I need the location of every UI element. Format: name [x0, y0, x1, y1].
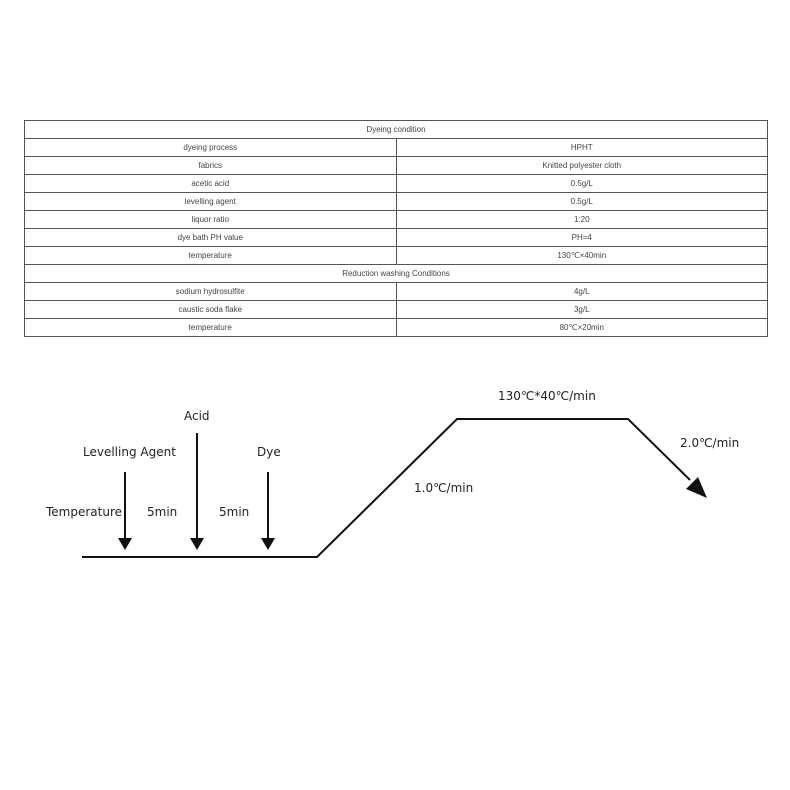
- table-row: [25, 175, 768, 193]
- cooling-rate-label: 2.0℃/min: [680, 436, 740, 450]
- table-row: [25, 319, 768, 337]
- table-row: [25, 139, 768, 157]
- dyeing-condition-header: Dyeing condition: [25, 121, 768, 139]
- acid-label: Acid: [184, 409, 210, 423]
- temperature-profile-line: [82, 419, 690, 557]
- row-value: 80℃×20min: [396, 319, 768, 337]
- row-value: HPHT: [396, 139, 768, 157]
- row-label: caustic soda flake: [25, 301, 397, 319]
- table-row: [25, 301, 768, 319]
- table-row: [25, 229, 768, 247]
- row-value: PH=4: [396, 229, 768, 247]
- table-section-header-row: [25, 265, 768, 283]
- row-value: 130℃×40min: [396, 247, 768, 265]
- table-row: [25, 157, 768, 175]
- table-row: [25, 193, 768, 211]
- interval-label-1: 5min: [147, 505, 178, 519]
- table-row: [25, 211, 768, 229]
- row-label: temperature: [25, 319, 397, 337]
- acid-arrow: [190, 433, 204, 550]
- temperature-label: Temperature: [46, 505, 123, 519]
- row-label: temperature: [25, 247, 397, 265]
- row-label: liquor ratio: [25, 211, 397, 229]
- row-label: fabrics: [25, 157, 397, 175]
- levelling-agent-label: Levelling Agent: [83, 445, 176, 459]
- row-value: 4g/L: [396, 283, 768, 301]
- table-row: [25, 283, 768, 301]
- row-label: sodium hydrosulfite: [25, 283, 397, 301]
- row-label: dye bath PH value: [25, 229, 397, 247]
- dye-arrow: [261, 472, 275, 550]
- reduction-washing-header: Reduction washing Conditions: [25, 265, 768, 283]
- row-value: 3g/L: [396, 301, 768, 319]
- row-label: dyeing process: [25, 139, 397, 157]
- heating-rate-label: 1.0℃/min: [414, 481, 474, 495]
- table-section-header-row: [25, 121, 768, 139]
- table-row: [25, 247, 768, 265]
- interval-label-2: 5min: [219, 505, 250, 519]
- row-value: Knitted polyester cloth: [396, 157, 768, 175]
- row-label: levelling agent: [25, 193, 397, 211]
- dyeing-conditions-table: [24, 120, 768, 337]
- row-value: 0.5g/L: [396, 193, 768, 211]
- row-label: acetic acid: [25, 175, 397, 193]
- row-value: 0.5g/L: [396, 175, 768, 193]
- hold-condition-label: 130℃*40℃/min: [498, 389, 596, 403]
- dye-label: Dye: [257, 445, 281, 459]
- dyeing-process-diagram: [0, 360, 790, 620]
- row-value: 1:20: [396, 211, 768, 229]
